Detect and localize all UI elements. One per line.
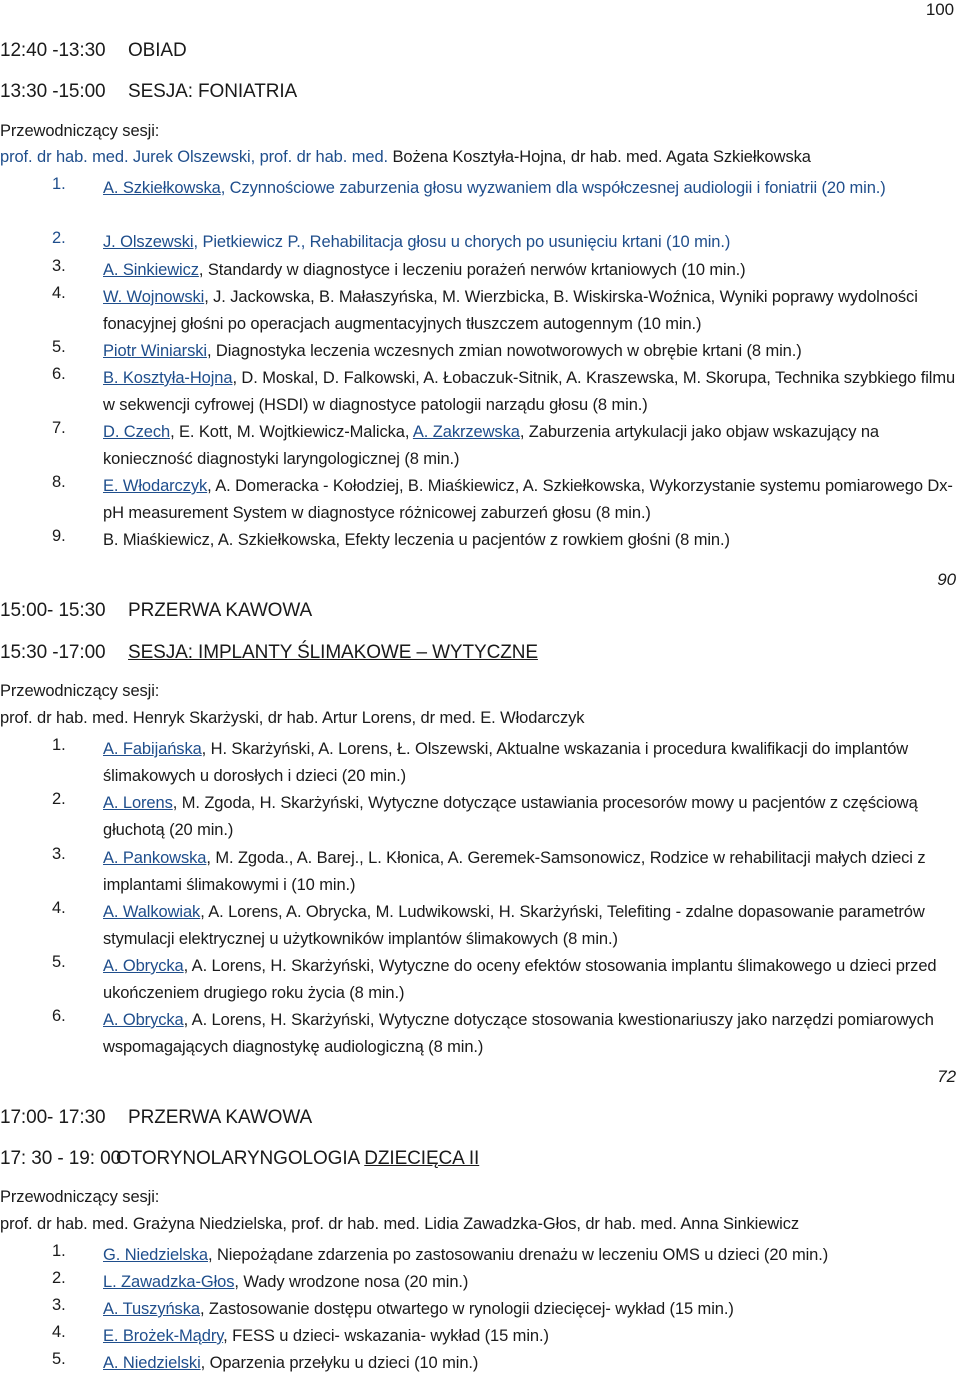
schedule-lunch (0, 40, 187, 62)
session-title: SESJA: FONIATRIA (128, 81, 298, 102)
author-link[interactable]: A. Zakrzewska (412, 423, 520, 441)
author-link[interactable]: A. Sinkiewicz (103, 261, 199, 279)
time-slot: 15:30 -17:00 (0, 642, 106, 663)
attendance-note: 90 (937, 570, 956, 589)
author-link[interactable]: A. Pankowska (103, 849, 207, 867)
author-link[interactable]: Piotr Winiarski (103, 342, 207, 360)
author-link[interactable]: A. Fabijańska (103, 740, 202, 758)
author-link[interactable]: A. Tuszyńska (103, 1300, 200, 1318)
author-link[interactable]: G. Niedzielska (103, 1246, 208, 1264)
author-link[interactable]: W. Wojnowski (103, 288, 205, 306)
event-title: PRZERWA KAWOWA (128, 1107, 313, 1128)
author-link[interactable]: A. Lorens (103, 794, 173, 812)
schedule-coffee-break (0, 1107, 312, 1129)
attendance-note: 72 (937, 1067, 956, 1086)
author-link[interactable]: A. Walkowiak (103, 903, 201, 921)
session-title: SESJA: IMPLANTY ŚLIMAKOWE – WYTYCZNE (128, 642, 538, 663)
author-link[interactable]: E. Brożek-Mądry (103, 1327, 224, 1345)
schedule-session-cochlear (0, 642, 538, 664)
author-link[interactable]: A. Niedzielski (103, 1354, 201, 1372)
author-link[interactable]: A. Obrycka (103, 1011, 184, 1029)
schedule-session-phoniatrics (0, 81, 297, 103)
author-link[interactable]: A. Obrycka (103, 957, 184, 975)
time-slot: 13:30 -15:00 (0, 81, 106, 102)
author-link[interactable]: E. Włodarczyk (103, 477, 208, 495)
chairs-list: prof. dr hab. med. Henryk Skarżyski, dr hab. Artur Lorens, dr med. E. Włodarczyk (0, 709, 585, 727)
event-title: PRZERWA KAWOWA (128, 600, 313, 621)
page-number-note: 100 (925, 0, 954, 19)
schedule-session-pediatric-ent (0, 1148, 479, 1170)
chair-label: Przewodniczący sesji: (0, 122, 160, 140)
chair-label: Przewodniczący sesji: (0, 1188, 160, 1206)
author-link[interactable]: D. Czech (103, 423, 171, 441)
session-title-part: DZIECIĘCA II (364, 1148, 480, 1169)
chair-label: Przewodniczący sesji: (0, 682, 160, 700)
time-slot: 17: 30 - 19: 00 (0, 1148, 122, 1169)
chairs-list: prof. dr hab. med. Grażyna Niedzielska, prof. dr hab. med. Lidia Zawadzka-Głos, dr hab. med. Anna Sinkiewicz (0, 1215, 800, 1233)
session-title: OTORYNOLARYNGOLOGIA (116, 1148, 360, 1169)
time-slot: 12:40 -13:30 (0, 40, 106, 61)
author-link[interactable]: A. Szkiełkowska (103, 179, 221, 197)
author-link[interactable]: B. Kosztyła-Hojna (103, 369, 233, 387)
author-link[interactable]: J. Olszewski (103, 233, 194, 251)
event-title: OBIAD (128, 40, 187, 61)
chairs-list: prof. dr hab. med. Jurek Olszewski, prof. dr hab. med. Bożena Kosztyła-Hojna, dr hab. med. Agata Szkiełkowska (0, 148, 811, 166)
time-slot: 17:00- 17:30 (0, 1107, 106, 1128)
time-slot: 15:00- 15:30 (0, 600, 106, 621)
schedule-coffee-break (0, 600, 312, 622)
author-link[interactable]: L. Zawadzka-Głos (103, 1273, 235, 1291)
